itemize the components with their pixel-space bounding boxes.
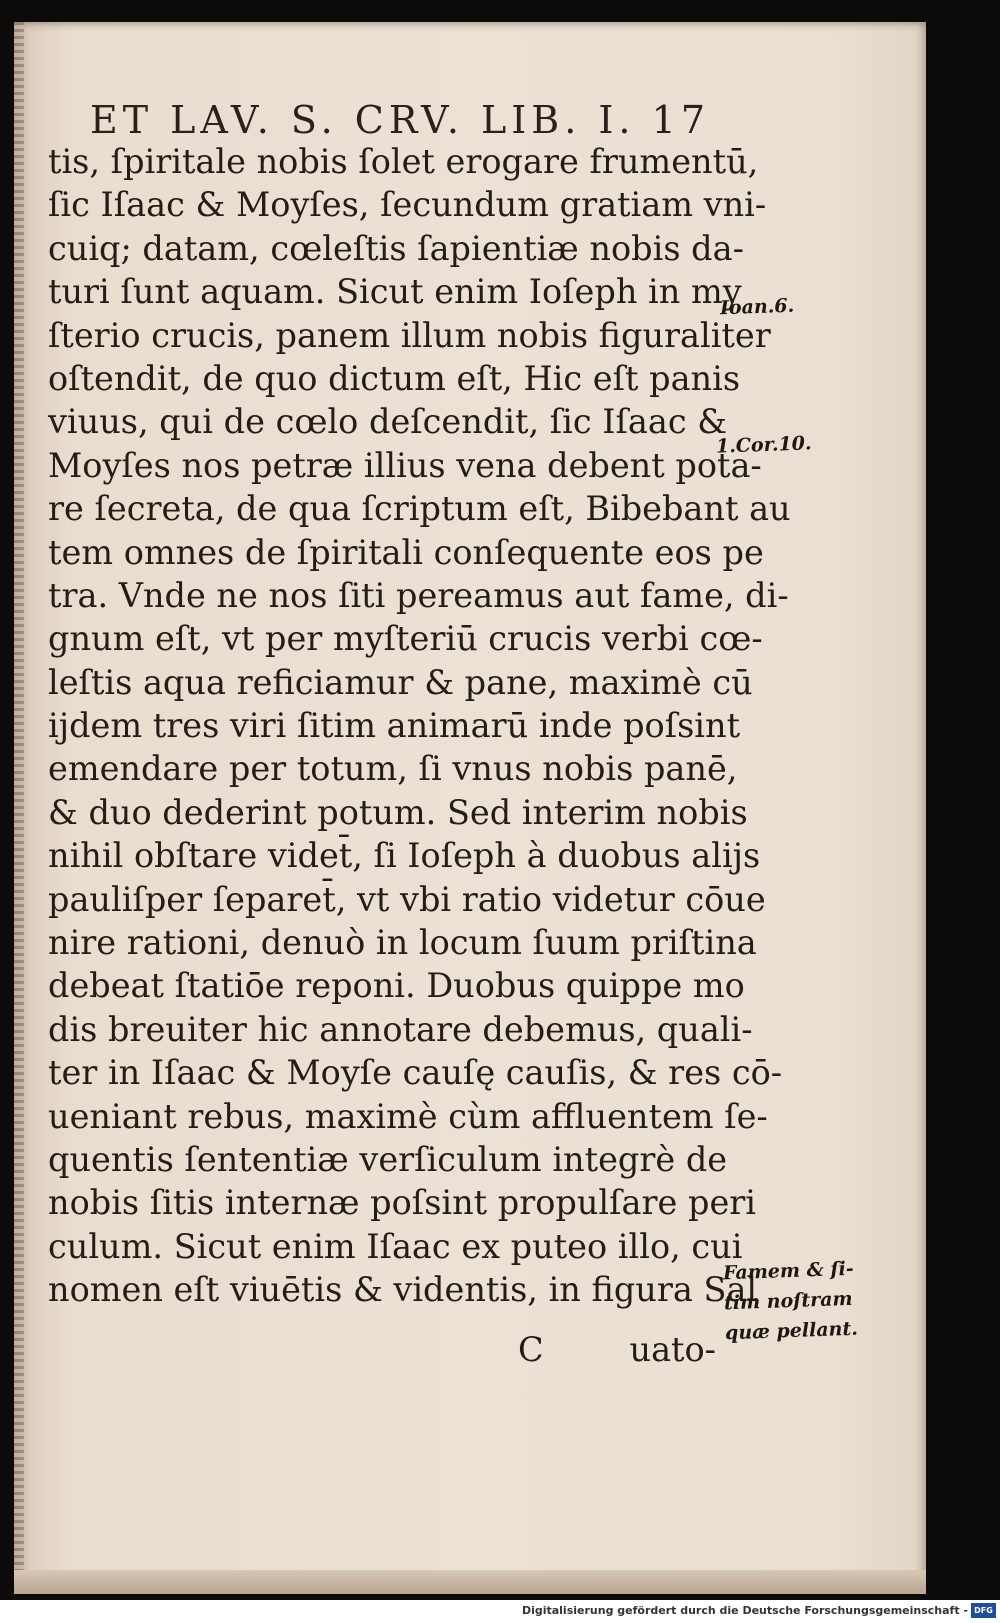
text-line: re ſecreta, de qua ſcriptum eſt, Bibebant au bbox=[48, 489, 791, 529]
text-line: ueniant rebus, maximè cùm affluentem ſe- bbox=[48, 1096, 768, 1136]
catchline bbox=[48, 1330, 716, 1374]
text-line: ſic Iſaac & Moyſes, ſecundum gratiam vni- bbox=[48, 185, 767, 225]
text-line: dis breuiter hic annotare debemus, quali- bbox=[48, 1009, 753, 1049]
text-line: tem omnes de ſpiritali conſequente eos pe bbox=[48, 532, 764, 572]
text-line: debeat ſtatiōe reponi. Duobus quippe mo bbox=[48, 966, 745, 1006]
margin-note-ioan: Ioan.6. bbox=[719, 294, 795, 320]
margin-note-line: quæ pellant. bbox=[724, 1317, 859, 1345]
text-line: cuiq; datam, cœleſtis ſapientiæ nobis da- bbox=[48, 228, 744, 268]
text-line: nihil obſtare videt̄, ſi Ioſeph à duobus alijs bbox=[48, 836, 761, 876]
text-line: leſtis aqua reficiamur & pane, maximè cū bbox=[48, 662, 753, 702]
text-line: oſtendit, de quo dictum eſt, Hic eſt panis bbox=[48, 358, 741, 398]
text-line: quentis ſententiæ verſiculum integrè de bbox=[48, 1139, 728, 1179]
page-gutter-edge bbox=[14, 22, 24, 1594]
text-line: nomen eſt viuētis & videntis, in figura Sal bbox=[48, 1270, 758, 1310]
running-head bbox=[90, 98, 710, 146]
text-line: tis, ſpiritale nobis ſolet erogare frumentū, bbox=[48, 142, 759, 181]
text-line: ter in Iſaac & Moyſe cauſę cauſis, & res cō- bbox=[48, 1053, 783, 1093]
margin-note-cor: 1.Cor.10. bbox=[715, 432, 812, 458]
text-line: pauliſper ſeparet̄, vt vbi ratio videtur cōue bbox=[48, 879, 766, 919]
catchword: uato- bbox=[629, 1330, 716, 1369]
margin-note-famem bbox=[722, 1254, 858, 1349]
digitization-footer bbox=[0, 1600, 1000, 1623]
text-line: viuus, qui de cœlo deſcendit, ſic Iſaac & bbox=[48, 402, 728, 442]
running-head-title: ET LAV. S. CRV. LIB. I. bbox=[90, 98, 636, 142]
text-line: turi ſunt aquam. Sicut enim Ioſeph in my bbox=[48, 272, 742, 312]
margin-note-line: tim noſtram bbox=[723, 1287, 853, 1315]
text-line: nire rationi, denuò in locum ſuum priſtina bbox=[48, 923, 757, 963]
text-line: Moyſes nos petræ illius vena debent pota- bbox=[48, 445, 762, 485]
text-line: ijdem tres viri ſitim animarū inde poſsint bbox=[48, 706, 741, 746]
text-line: nobis ſitis internæ poſsint propulſare peri bbox=[48, 1183, 756, 1223]
text-line: emendare per totum, ſi vnus nobis panē, bbox=[48, 749, 738, 789]
funding-credit: Digitalisierung gefördert durch die Deutsche Forschungsgemeinschaft - bbox=[521, 1604, 968, 1617]
margin-note-line: Famem & ſi- bbox=[722, 1257, 855, 1285]
page-bottom-edge bbox=[14, 1570, 926, 1594]
signature-mark: C bbox=[518, 1330, 544, 1369]
text-line: gnum eſt, vt per myſteriū crucis verbi cœ- bbox=[48, 619, 763, 659]
text-line: tra. Vnde ne nos ſiti pereamus aut fame, di- bbox=[48, 575, 789, 615]
text-line: & duo dederint potum. Sed interim nobis bbox=[48, 792, 748, 832]
page-number: 17 bbox=[651, 98, 710, 142]
text-line: ſterio crucis, panem illum nobis figuraliter bbox=[48, 315, 771, 355]
dfg-logo-icon: DFG bbox=[971, 1603, 996, 1618]
text-line: culum. Sicut enim Iſaac ex puteo illo, cui bbox=[48, 1226, 743, 1266]
